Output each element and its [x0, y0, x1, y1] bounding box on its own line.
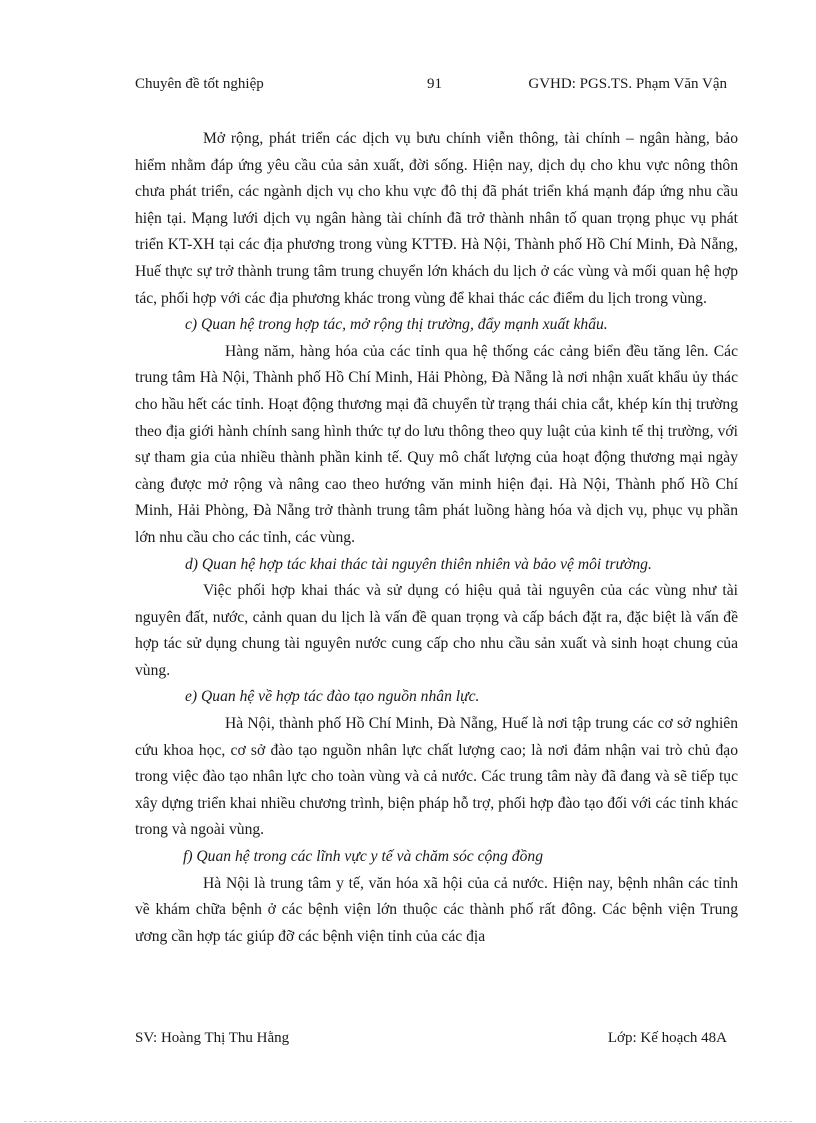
- paragraph-natural-resources: Việc phối hợp khai thác và sử dụng có hiệu quả tài nguyên của các vùng như tài nguyên đất, nước, cảnh quan du lịch là vấn đề quan trọng và cấp bách đặt ra, đặc biệt là vấn đề hợp tác sử dụng chung tài nguyên nước cung cấp cho nhu cầu sản xuất và sinh hoạt chung của vùng.: [135, 582, 738, 679]
- page-header: [135, 76, 727, 98]
- page-number: 91: [427, 76, 442, 92]
- header-supervisor: GVHD: PGS.TS. Phạm Văn Vận: [528, 76, 727, 92]
- page-body: [135, 126, 738, 950]
- paragraph-services: Mở rộng, phát triển các dịch vụ bưu chính viễn thông, tài chính – ngân hàng, bảo hiểm nhằm đáp ứng yêu cầu của sản xuất, đời sống. Hiện nay, dịch dụ cho khu vực nông thôn chưa phát triển, các ngành dịch vụ cho khu vực đô thị đã phát triển khá mạnh đáp ứng nhu cầu hiện tại. Mạng lưới dịch vụ ngân hàng tài chính đã trở thành nhân tố quan trọng phục vụ phát triển KT-XH tại các địa phương trong vùng KTTĐ. Hà Nội, Thành phố Hồ Chí Minh, Đà Nẵng, Huế thực sự trở thành trung tâm trung chuyển lớn khách du lịch ở các vùng và mối quan hệ hợp tác, phối hợp với các địa phương khác trong vùng để khai thác các điểm du lịch trong vùng.: [135, 130, 738, 307]
- page-bottom-divider: [24, 1121, 792, 1122]
- footer-class: Lớp: Kế hoạch 48A: [607, 1030, 727, 1046]
- page-footer: [135, 1030, 727, 1052]
- section-heading-f: f) Quan hệ trong các lĩnh vực y tế và chăm sóc cộng đồng: [183, 848, 543, 866]
- header-document-type: Chuyên đề tốt nghiệp: [135, 76, 264, 92]
- section-heading-d: d) Quan hệ hợp tác khai thác tài nguyên thiên nhiên và bảo vệ môi trường.: [185, 555, 652, 573]
- paragraph-human-resources: Hà Nội, thành phố Hồ Chí Minh, Đà Nẵng, Huế là nơi tập trung các cơ sở nghiên cứu khoa học, cơ sở đào tạo nguồn nhân lực chất lượng cao; là nơi đảm nhận vai trò chủ đạo trong việc đào tạo nhân lực cho toàn vùng và cả nước. Các trung tâm này đã đang và sẽ tiếp tục xây dựng triển khai nhiều chương trình, biện pháp hỗ trợ, phối hợp đào tạo đối với các tỉnh khác trong và ngoài vùng.: [135, 715, 738, 839]
- footer-student: SV: Hoàng Thị Thu Hằng: [135, 1030, 290, 1046]
- paragraph-healthcare: Hà Nội là trung tâm y tế, văn hóa xã hội của cả nước. Hiện nay, bệnh nhân các tỉnh về khám chữa bệnh ở các bệnh viện lớn thuộc các thành phố rất đông. Các bệnh viện Trung ương cần hợp tác giúp đỡ các bệnh viện tỉnh của các địa: [135, 874, 738, 945]
- section-heading-c: c) Quan hệ trong hợp tác, mở rộng thị trường, đẩy mạnh xuất khẩu.: [185, 316, 608, 334]
- paragraph-trade: Hàng năm, hàng hóa của các tỉnh qua hệ thống các cảng biển đều tăng lên. Các trung tâm Hà Nội, Thành phố Hồ Chí Minh, Hải Phòng, Đà Nẵng là nơi nhận xuất khẩu ủy thác cho hầu hết các tỉnh. Hoạt động thương mại đã chuyển từ trạng thái chia cắt, khép kín thị trường theo địa giới hành chính sang hình thức tự do lưu thông theo quy luật của kinh tế thị trường, với sự tham gia của nhiều thành phần kinh tế. Quy mô chất lượng của hoạt động thương mại ngày càng được mở rộng và nâng cao theo hướng văn minh hiện đại. Hà Nội, Thành phố Hồ Chí Minh, Hải Phòng, Đà Nẵng trở thành trung tâm phát luồng hàng hóa và dịch vụ, phục vụ phần lớn nhu cầu cho các tỉnh, các vùng.: [135, 342, 738, 546]
- section-heading-e: e) Quan hệ về hợp tác đào tạo nguồn nhân lực.: [185, 688, 480, 706]
